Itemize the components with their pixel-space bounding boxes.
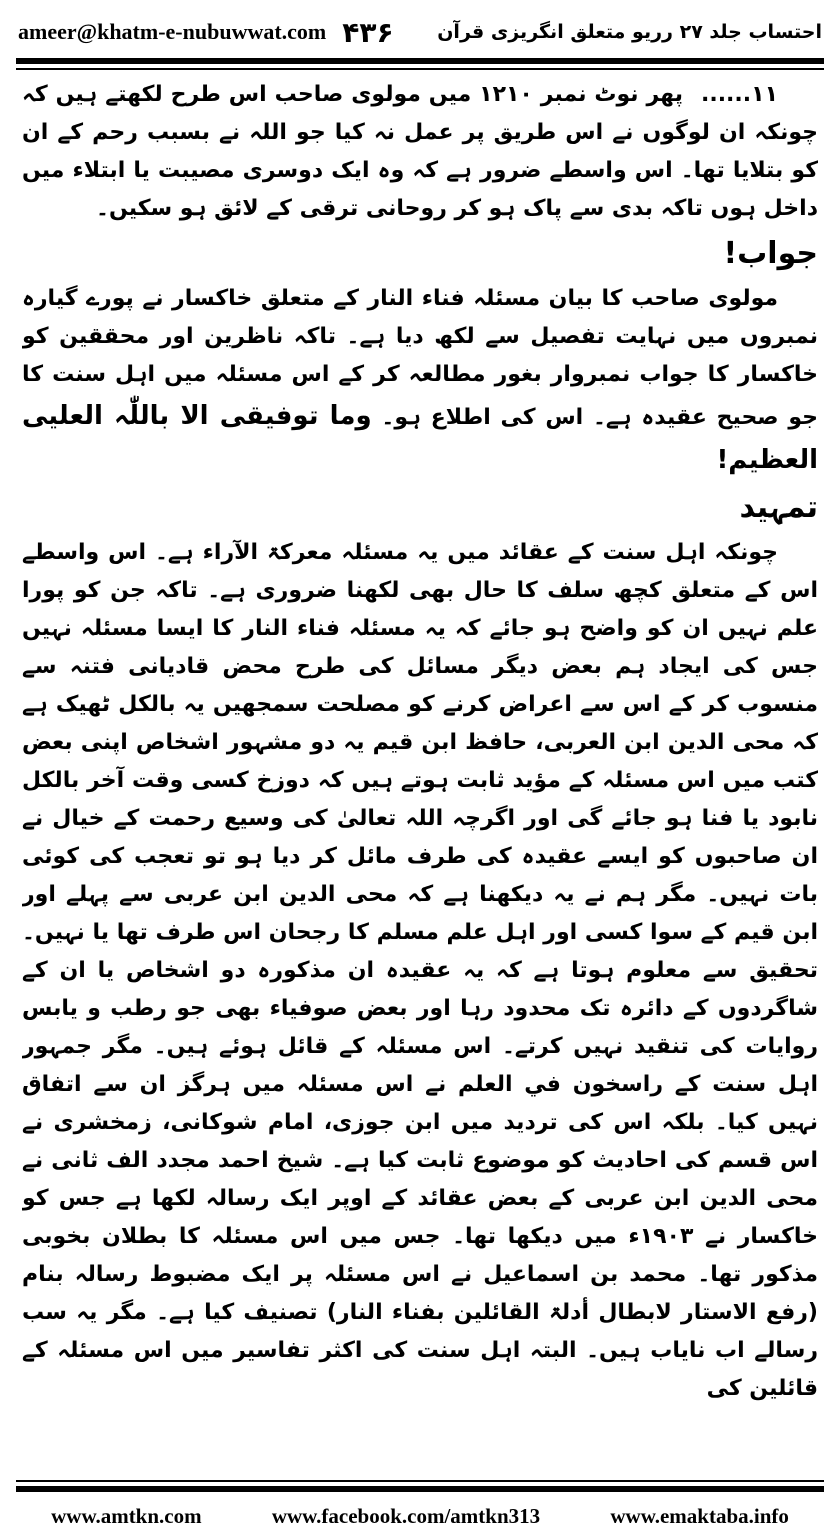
header-rule-thin [16, 68, 824, 70]
page-footer [16, 1498, 824, 1534]
arabic-closing: وما توفیقی الا باللّٰہ العلیی العظیم! [22, 401, 818, 475]
running-title: احتساب جلد ۲۷ رریو متعلق انگریزی قرآن [437, 21, 822, 43]
intro-heading: تمہید [739, 490, 818, 525]
footer-rule-thin [16, 1480, 824, 1482]
intro-paragraph: چونکہ اہل سنت کے عقائد میں یہ مسئلہ معرکۃ الآراء ہے۔ اس واسطے اس کے متعلق کچھ سلف کا حال بھی لکھنا ضروری ہے۔ تاکہ جن کو پورا علم نہیں ان کو واضح ہو جائے کہ یہ مسئلہ فناء النار کا ایسا مسئلہ نہیں جس کی ایجاد ہم بعض دیگر مسائل کی طرح محض قادیانی فتنہ سے منسوب کر کے اس سے اعراض کرنے کو مصلحت سمجھیں یہ بالکل ٹھیک ہے کہ محی الدین ابن العربی، حافظ ابن قیم یہ دو مشہور اشخاص اپنی بعض کتب میں اس مسئلہ کے مؤید ثابت ہوتے ہیں کہ دوزخ کسی وقت آخر بالکل نابود یا فنا ہو جائے گی اور اگرچہ اللہ تعالیٰ کی وسیع رحمت کے خیال نے ان صاحبوں کو ایسے عقیدہ کی طرف مائل کر دیا ہو تو تعجب کی کوئی بات نہیں۔ مگر ہم نے یہ دیکھنا ہے کہ محی الدین ابن عربی سے پہلے اور ابن قیم کے سوا کسی اور اہل علم مسلم کا رجحان اس طرف تھا یا نہیں۔ تحقیق سے معلوم ہوتا ہے کہ یہ عقیدہ ان مذکورہ دو اشخاص یا ان کے شاگردوں کے دائرہ تک محدود رہا اور بعض صوفیاء بھی جو رطب و یابس روایات کی تنقید نہیں کرتے۔ اس مسئلہ کے قائل ہوئے ہیں۔ مگر جمہور اہل سنت کے راسخون في العلم نے اس مسئلہ میں ہرگز ان سے اتفاق نہیں کیا۔ بلکہ اس کی تردید میں ابن جوزی، امام شوکانی، زمخشری نے اس قسم کی احادیث کو موضوع ثابت کیا ہے۔ شیخ احمد مجدد الف ثانی نے محی الدین ابن عربی کے بعض عقائد کے اوپر ایک رسالہ لکھا ہے جس کو خاکسار نے ۱۹۰۳ء میں دیکھا تھا۔ جس میں اس مسئلہ کا بطلان بخوبی مذکور تھا۔ محمد بن اسماعیل نے اس مسئلہ پر ایک مضبوط رسالہ بنام (رفع الاستار لابطال أدلۃ القائلین بفناء النار) تصنیف کیا ہے۔ مگر یہ سب رسالے اب نایاب ہیں۔ البتہ اہل سنت کی اکثر تفاسیر میں اس مسئلہ کے قائلین کی [22, 540, 818, 1401]
page-number: ۴۳۶ [342, 15, 394, 49]
header-rule-thick [16, 58, 824, 64]
answer-text: مولوی صاحب کا بیان مسئلہ فناء النار کے متعلق خاکسار نے پورے گیارہ نمبروں میں نہایت تفصیل سے لکھ دیا ہے۔ تاکہ ناظرین اور محققین کو خاکسار کا جواب نمبروار بغور مطالعہ کر کے اس مسئلہ میں اہل سنت کا جو صحیح عقیدہ ہے۔ اس کی اطلاع ہو۔ [22, 286, 818, 430]
page-body [22, 76, 818, 1472]
note-text: پھر نوٹ نمبر ۱۲۱۰ میں مولوی صاحب اس طرح لکھتے ہیں کہ چونکہ ان لوگوں نے اس طریق پر عمل نہ کیا جو اللہ نے بسبب رحم کے ان کو بتلایا تھا۔ اس واسطے ضرور ہے کہ وہ ایک دوسری مصیبت یا ابتلاء میں داخل ہوں تاکہ بدی سے پاک ہو کر روحانی ترقی کے لائق ہو سکیں۔ [22, 82, 818, 221]
footer-link-amtkn[interactable]: www.amtkn.com [51, 1503, 202, 1528]
note-number: ۱۱...... [700, 82, 778, 107]
header-left-group [18, 16, 394, 49]
header-email: ameer@khatm-e-nubuwwat.com [18, 19, 327, 44]
note-paragraph [22, 76, 818, 228]
answer-heading: جواب! [723, 236, 818, 271]
answer-paragraph [22, 280, 818, 482]
footer-link-facebook[interactable]: www.facebook.com/amtkn313 [271, 1503, 541, 1528]
footer-rule-thick [16, 1486, 824, 1492]
page-header [18, 10, 822, 54]
footer-link-emaktaba[interactable]: www.emaktaba.info [610, 1503, 789, 1528]
